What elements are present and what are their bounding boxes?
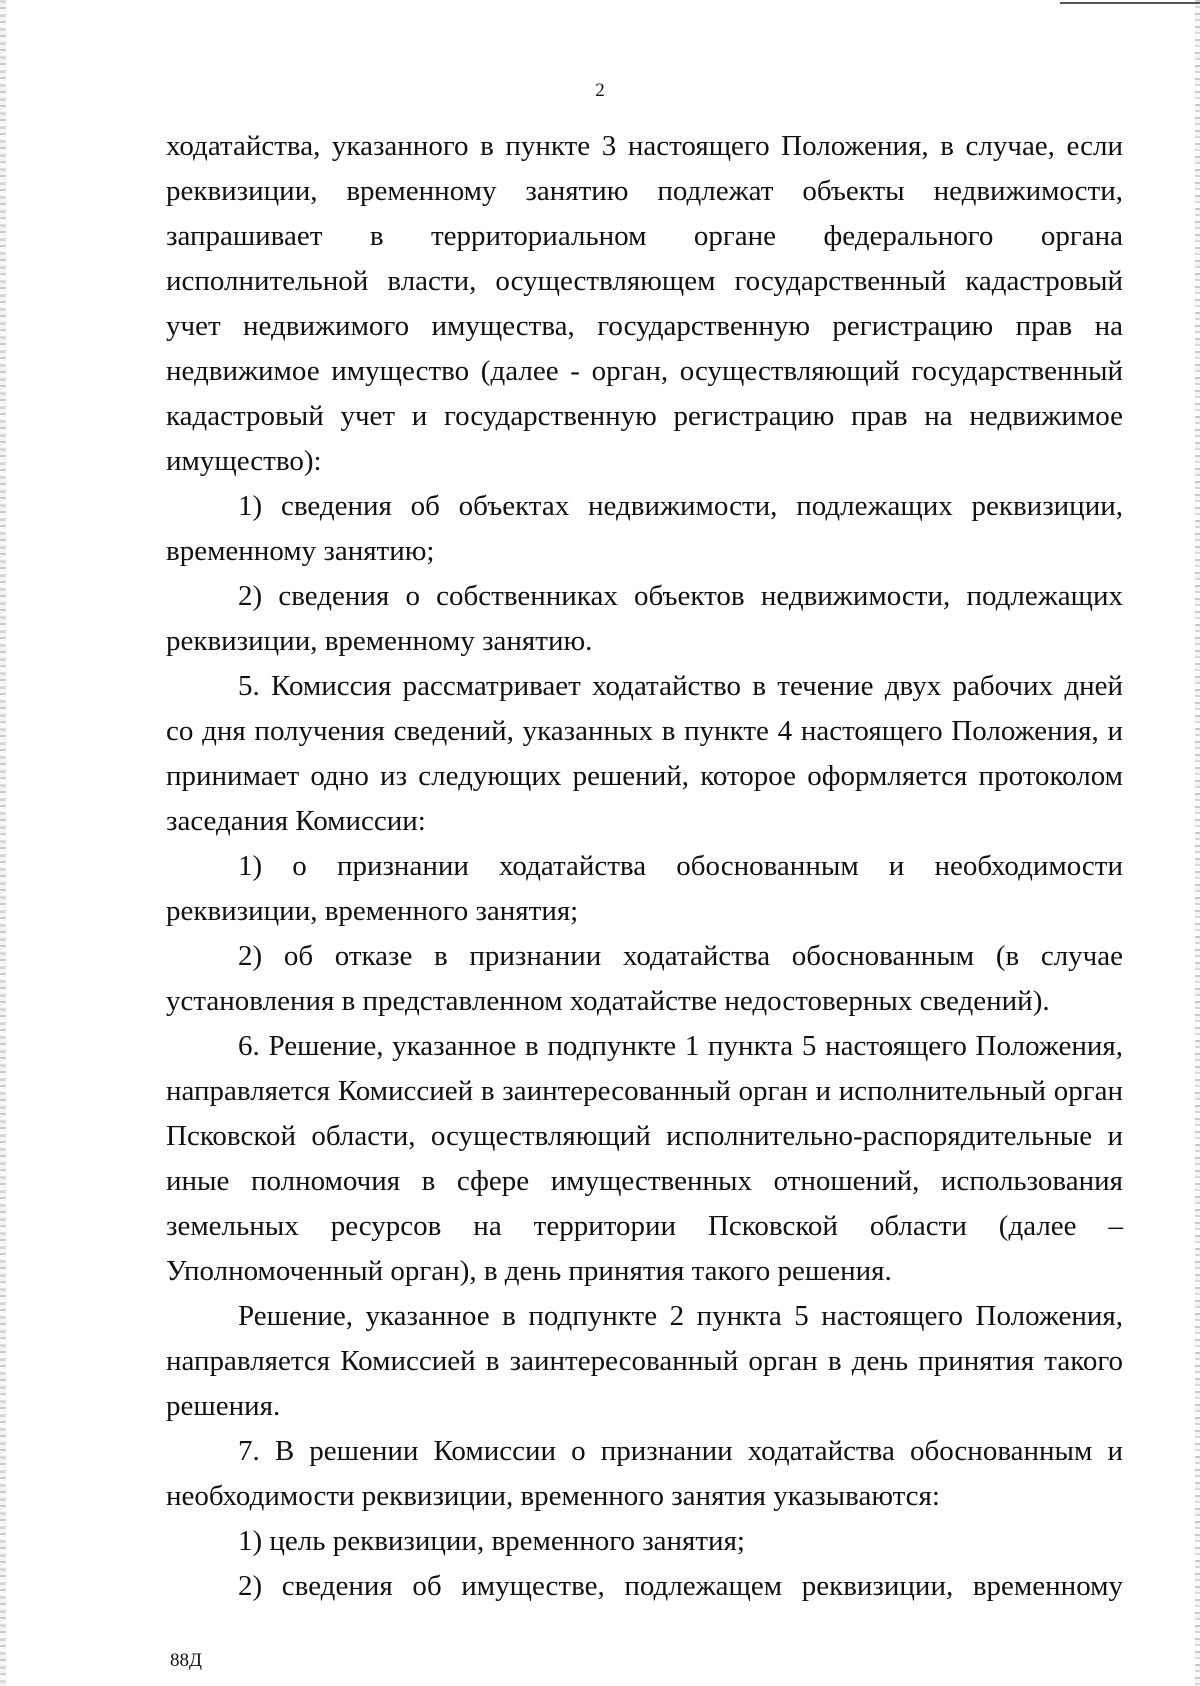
paragraph-7-item-2: 2) сведения об имуществе, подлежащем реквизиции, временному [238, 1570, 1123, 1602]
footer-code: 88Д [170, 1650, 202, 1671]
paragraph-4-item-1: 1) сведения об объектах недвижимости, подлежащих реквизиции, временному занятию; [166, 490, 1123, 567]
paragraph-6: 6. Решение, указанное в подпункте 1 пункта 5 настоящего Положения, направляется Комиссией в заинтересованный орган и исполнительный орган Псковской области, осуществляющий исполнительно-распорядительные и иные полномочия в сфере имущественных отношений, использования земельных ресурсов на территории Псковской области (далее – Уполномоченный орган), в день принятия такого решения. [166, 1030, 1123, 1287]
document-body [166, 124, 1123, 1609]
paragraph-5: 5. Комиссия рассматривает ходатайство в течение двух рабочих дней со дня получения сведений, указанных в пункте 4 настоящего Положения, и принимает одно из следующих решений, которое оформляется протоколом заседания Комиссии: [166, 670, 1123, 837]
paragraph-7: 7. В решении Комиссии о признании ходатайства обоснованным и необходимости реквизиции, временного занятия указываются: [166, 1435, 1123, 1512]
scan-top-line [1060, 2, 1200, 4]
paragraph-4-continuation: ходатайства, указанного в пункте 3 настоящего Положения, в случае, если реквизиции, временному занятию подлежат объекты недвижимости, запрашивает в территориальном органе федерального органа исполнительной власти, осуществляющем государственный кадастровый учет недвижимого имущества, государственную регистрацию прав на недвижимое имущество (далее - орган, осуществляющий государственный кадастровый учет и государственную регистрацию прав на недвижимое имущество): [166, 130, 1123, 477]
paragraph-5-item-1: 1) о признании ходатайства обоснованным и необходимости реквизиции, временного занятия; [166, 850, 1123, 927]
paragraph-6-second: Решение, указанное в подпункте 2 пункта 5 настоящего Положения, направляется Комиссией в заинтересованный орган в день принятия такого решения. [166, 1300, 1123, 1422]
paragraph-5-item-2: 2) об отказе в признании ходатайства обоснованным (в случае установления в представленном ходатайстве недостоверных сведений). [166, 940, 1123, 1017]
scan-edge-right [1195, 0, 1200, 1686]
scan-edge-left [0, 0, 6, 1686]
paragraph-7-item-1: 1) цель реквизиции, временного занятия; [238, 1525, 745, 1557]
page-number: 2 [595, 80, 605, 101]
paragraph-4-item-2: 2) сведения о собственниках объектов недвижимости, подлежащих реквизиции, временному занятию. [166, 580, 1123, 657]
